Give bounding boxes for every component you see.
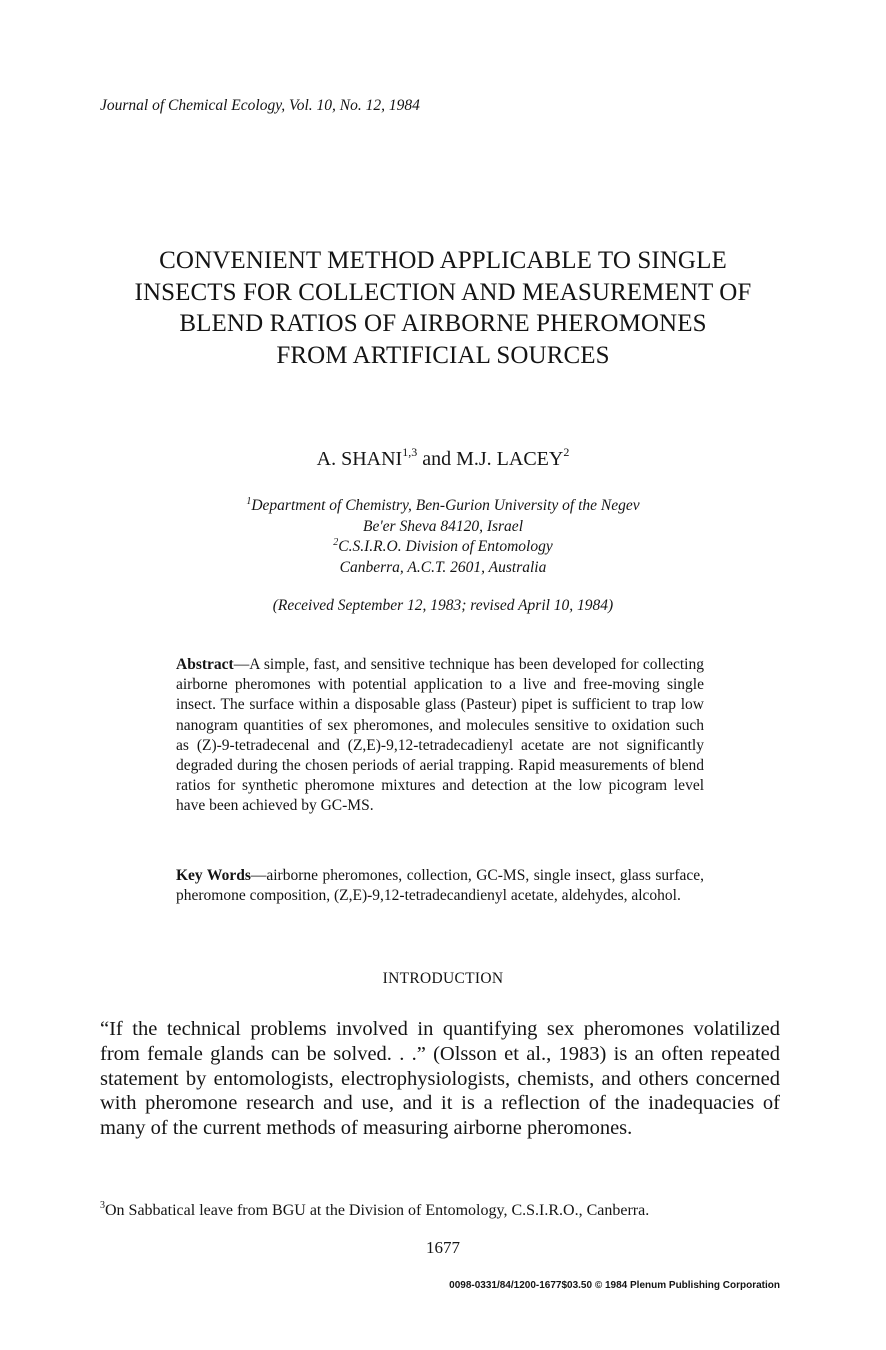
abstract-text: —A simple, fast, and sensitive technique has been developed for collecting airborne pheromones with potential application to a live and free-moving single insect. The surface within a disposable glass (Pasteur) pipet is sufficient to trap low nanogram quantities of sex pheromones, and molecules sensitive to oxidation such as (Z)-9-tetradecenal and (Z,E)-9,12-tetradecadienyl acetate are not significantly degraded during the chosen periods of aerial trapping. Rapid measurements of blend ratios for synthetic pheromone mixtures and detection at the low picogram level have been achieved by GC-MS. — [176, 656, 704, 815]
author-name: A. SHANI — [316, 448, 403, 470]
section-heading: INTRODUCTION — [382, 970, 504, 987]
affiliations — [100, 496, 786, 578]
affiliation-text: Be'er Sheva 84120, Israel — [363, 517, 523, 535]
keywords — [176, 866, 704, 906]
footnote-marker: 3 — [100, 1200, 105, 1211]
affiliation-text: Department of Chemistry, Ben-Gurion University of the Negev — [251, 497, 640, 514]
footnote-text: On Sabbatical leave from BGU at the Division of Entomology, C.S.I.R.O., Canberra. — [105, 1202, 650, 1219]
copyright-line: 0098-0331/84/1200-1677$03.50 © 1984 Plenum Publishing Corporation — [449, 1280, 780, 1291]
article-title — [80, 245, 806, 371]
introduction-paragraph: “If the technical problems involved in quantifying sex pheromones volatilized from female glands can be solved. . .” (Olsson et al., 1983) is an often repeated statement by entomologists, electrophysiologists, chemists, and others concerned with pheromone research and use, and it is a reflection of the inadequacies of many of the current methods of measuring airborne pheromones. — [100, 1018, 780, 1140]
received-dates: (Received September 12, 1983; revised April 10, 1984) — [272, 597, 614, 614]
author-affiliation-marker: 2 — [563, 445, 570, 459]
abstract-label: Abstract — [176, 656, 234, 673]
affiliation-line — [100, 517, 786, 538]
affiliation-marker: 2 — [333, 537, 339, 548]
affiliation-text: C.S.I.R.O. Division of Entomology — [338, 538, 553, 555]
author-connector: and — [417, 448, 457, 470]
journal-citation: Journal of Chemical Ecology, Vol. 10, No. 12, 1984 — [100, 97, 420, 114]
author-list — [0, 445, 886, 471]
author-affiliation-marker: 1,3 — [402, 445, 418, 459]
abstract — [176, 655, 704, 817]
affiliation-line — [100, 558, 786, 579]
keywords-text: —airborne pheromones, collection, GC-MS, single insect, glass surface, pheromone composition, (Z,E)-9,12-tetradecandienyl acetate, aldehydes, alcohol. — [176, 867, 704, 905]
affiliation-marker: 1 — [246, 496, 252, 507]
title-line: BLEND RATIOS OF AIRBORNE PHEROMONES — [179, 310, 707, 337]
page-number: 1677 — [426, 1238, 460, 1257]
affiliation-line — [100, 496, 786, 517]
affiliation-line — [100, 537, 786, 558]
keywords-label: Key Words — [176, 867, 251, 884]
footnote — [100, 1202, 649, 1220]
title-line: INSECTS FOR COLLECTION AND MEASUREMENT OF — [134, 278, 752, 306]
author-name: M.J. LACEY — [456, 448, 564, 470]
affiliation-text: Canberra, A.C.T. 2601, Australia — [339, 558, 547, 576]
title-line: FROM ARTIFICIAL SOURCES — [276, 341, 610, 369]
title-line: CONVENIENT METHOD APPLICABLE TO SINGLE — [159, 247, 727, 274]
